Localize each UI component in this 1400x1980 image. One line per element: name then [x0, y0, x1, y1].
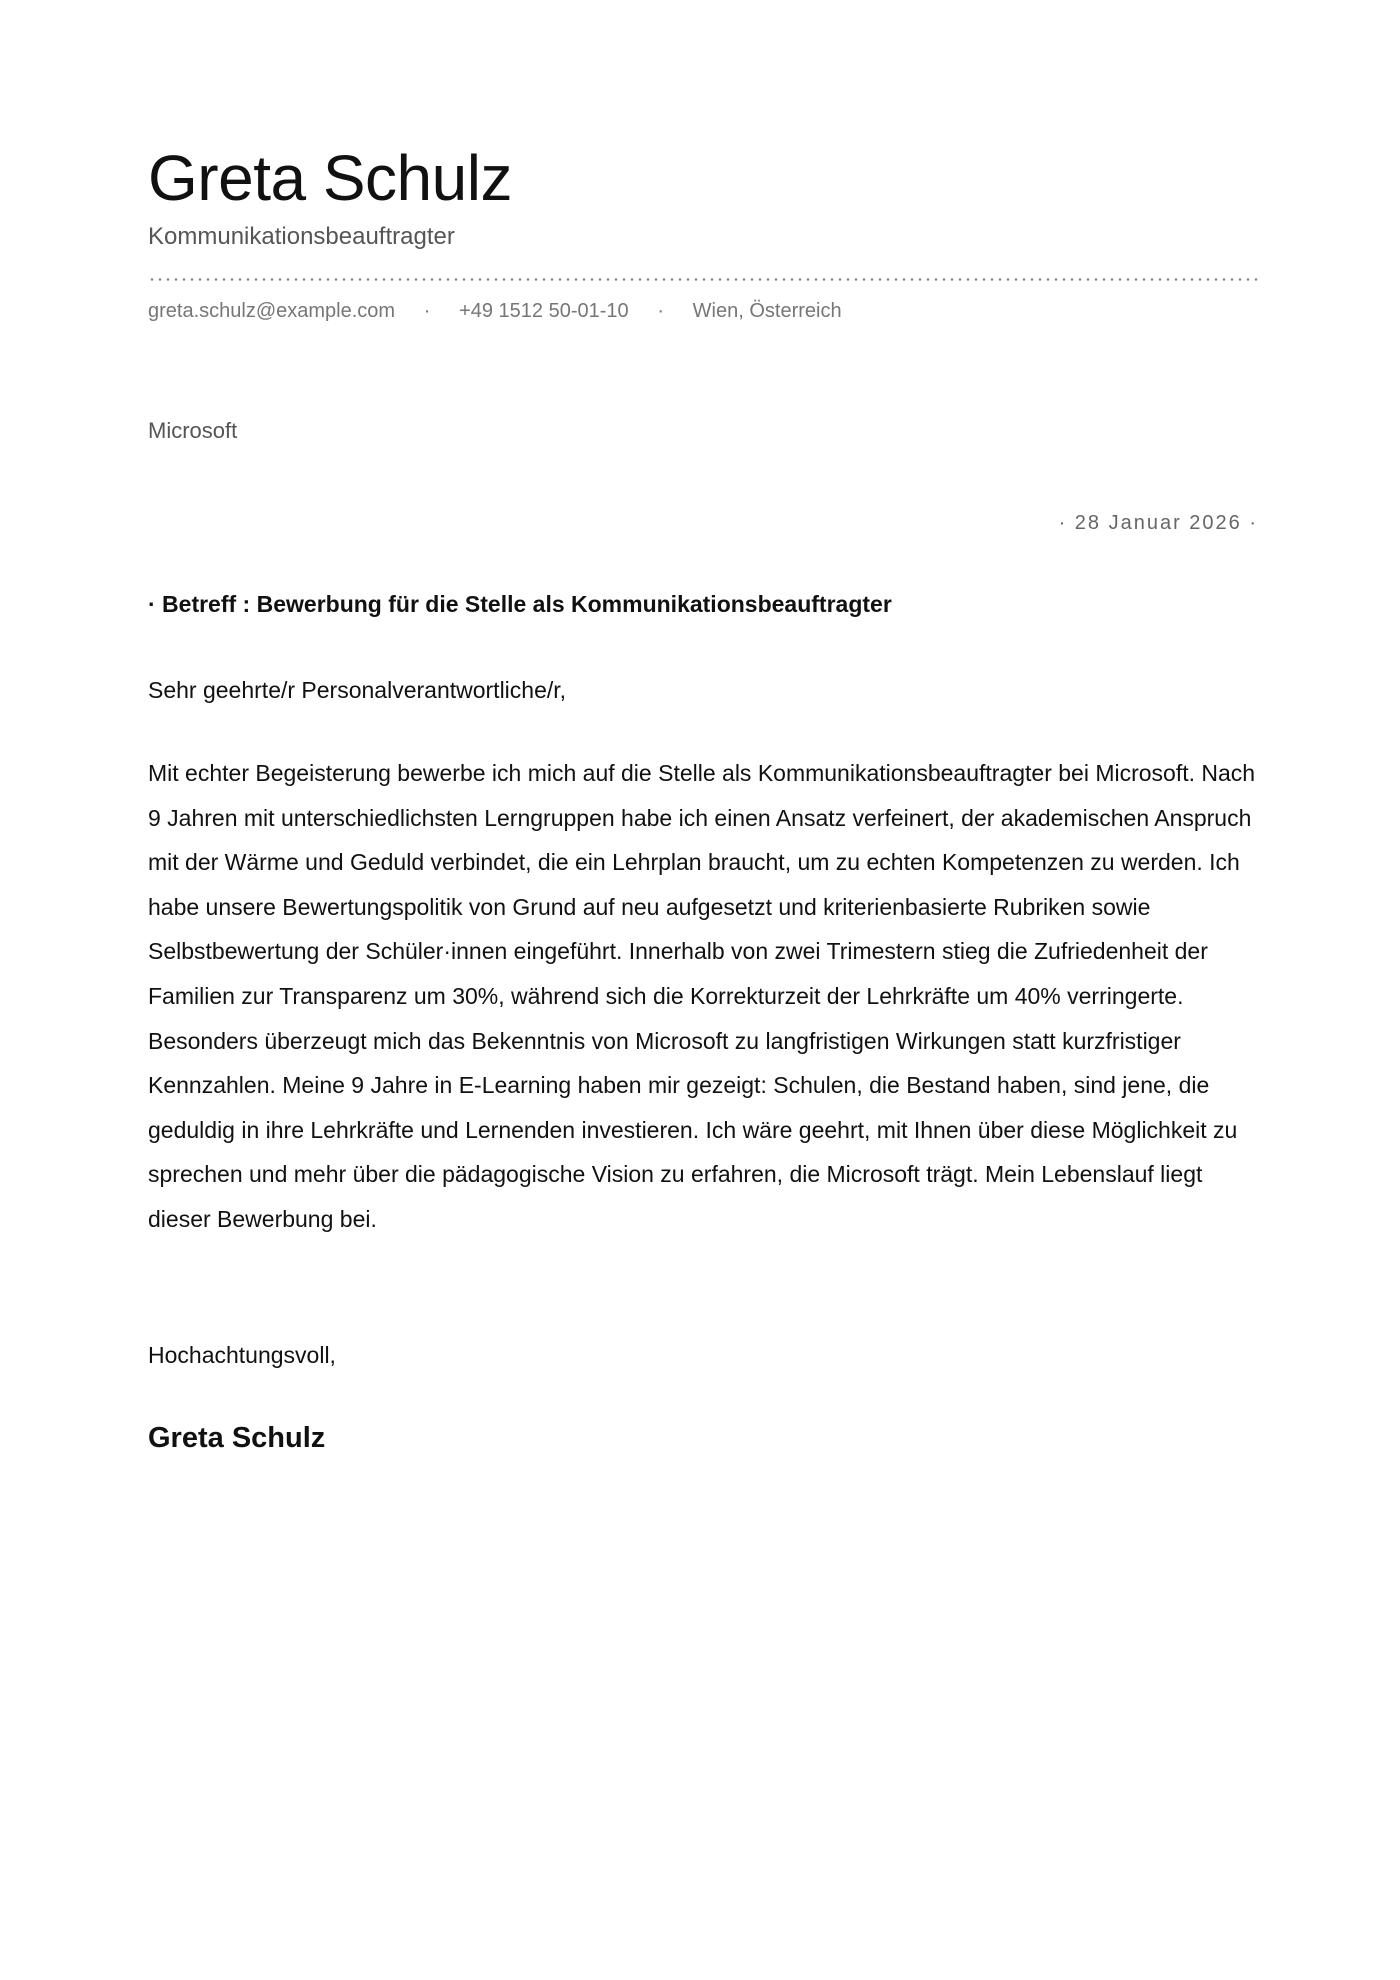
letter-date: · 28 Januar 2026 · — [1058, 512, 1258, 534]
letter-closing: Hochachtungsvoll, — [148, 1342, 336, 1368]
contact-phone: +49 1512 50-01-10 — [459, 300, 629, 322]
contact-line — [148, 296, 842, 326]
contact-separator: · — [423, 300, 431, 322]
applicant-role: Kommunikationsbeauftragter — [148, 223, 455, 250]
letter-signature: Greta Schulz — [148, 1422, 326, 1454]
contact-location: Wien, Österreich — [692, 300, 842, 322]
applicant-name: Greta Schulz — [148, 142, 512, 214]
letter-salutation: Sehr geehrte/r Personalverantwortliche/r, — [148, 677, 567, 703]
contact-separator: · — [657, 300, 664, 322]
dotted-divider — [148, 278, 1258, 281]
recipient-company: Microsoft — [148, 418, 238, 443]
contact-email: greta.schulz@example.com — [148, 300, 396, 322]
letter-subject: · Betreff : Bewerbung für die Stelle als Kommunikationsbeauftragter — [148, 591, 892, 617]
letter-body: Mit echter Begeisterung bewerbe ich mich auf die Stelle als Kommunikationsbeauftragter bei Microsoft. Nach 9 Jahren mit unterschiedlichsten Lerngruppen habe ich einen Ansatz verfeinert, der akademischen Anspruch mit der Wärme und Geduld verbindet, die ein Lehrplan braucht, um zu echten Kompetenzen zu werden. Ich habe unsere Bewertungspolitik von Grund auf neu aufgesetzt und kriterienbasierte Rubriken sowie Selbstbewertung der Schüler·innen eingeführt. Innerhalb von zwei Trimestern stieg die Zufriedenheit der Familien zur Transparenz um 30%, während sich die Korrekturzeit der Lehrkräfte um 40% verringerte. Besonders überzeugt mich das Bekenntnis von Microsoft zu langfristigen Wirkungen statt kurzfristiger Kennzahlen. Meine 9 Jahre in E-Learning haben mir gezeigt: Schulen, die Bestand haben, sind jene, die geduldig in ihre Lehrkräfte und Lernenden investieren. Ich wäre geehrt, mit Ihnen über diese Möglichkeit zu sprechen und mehr über die pädagogische Vision zu erfahren, die Microsoft trägt. Mein Lebenslauf liegt dieser Bewerbung bei. — [148, 760, 1256, 1232]
